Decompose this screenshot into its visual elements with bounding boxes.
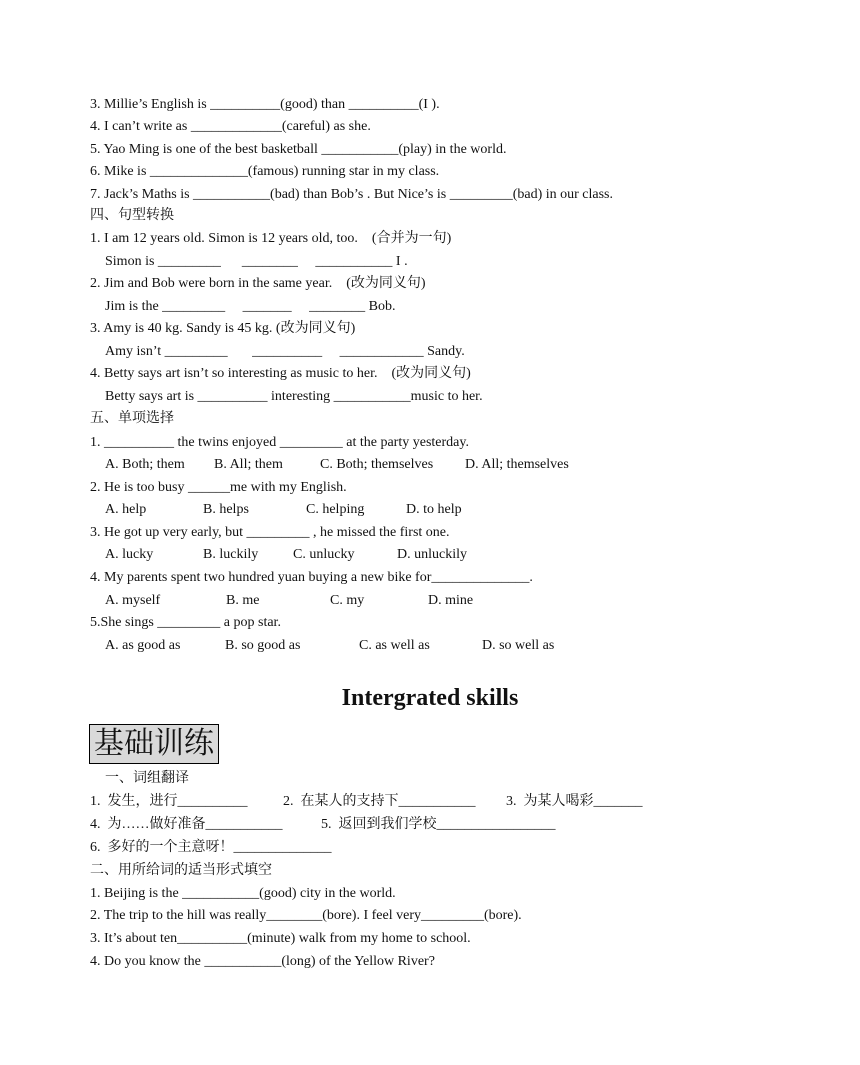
question-text: 3. He got up very early, but _________ , he missed the first one. <box>90 525 450 540</box>
section-heading: 四、句型转换 <box>90 208 174 223</box>
question-text: 2. He is too busy ______me with my English. <box>90 480 347 495</box>
question-text: 4. My parents spent two hundred yuan buying a new bike for______________. <box>90 570 533 585</box>
option: B. helps <box>203 502 249 517</box>
option: B. so good as <box>225 638 301 653</box>
phrase-item: 1. 发生，进行__________ <box>90 794 248 809</box>
option: B. luckily <box>203 547 259 562</box>
option: D. mine <box>428 593 474 608</box>
boxed-label: 基础训练 <box>89 724 219 764</box>
option: D. unluckily <box>397 547 467 562</box>
option: D. so well as <box>482 638 555 653</box>
section-heading: 一、词组翻译 <box>105 771 189 786</box>
exercise-line: 4. Do you know the ___________(long) of the Yellow River? <box>90 954 435 969</box>
exercise-line: 7. Jack’s Maths is ___________(bad) than Bob’s . But Nice’s is _________(bad) in our class. <box>90 187 614 202</box>
option: B. All; them <box>214 457 283 472</box>
exercise-line: 3. Amy is 40 kg. Sandy is 45 kg. (改为同义句) <box>90 321 356 336</box>
phrase-item: 4. 为……做好准备___________ <box>90 817 283 832</box>
answer-line: Betty says art is __________ interesting ___________music to her. <box>105 389 483 404</box>
exercise-line: 4. Betty says art isn’t so interesting as music to her. (改为同义句) <box>90 366 471 381</box>
section-heading: 二、用所给词的适当形式填空 <box>90 863 272 878</box>
phrase-item: 5. 返回到我们学校_________________ <box>321 817 556 832</box>
option: A. help <box>105 502 147 517</box>
section-title: Intergrated skills <box>341 685 519 711</box>
option: C. Both; themselves <box>320 457 434 472</box>
option: A. lucky <box>105 547 154 562</box>
exercise-line: 1. Beijing is the ___________(good) city in the world. <box>90 886 396 901</box>
option: D. to help <box>406 502 462 517</box>
phrase-item: 2. 在某人的支持下___________ <box>283 794 476 809</box>
exercise-line: 6. Mike is ______________(famous) running star in my class. <box>90 164 440 179</box>
exercise-line: 2. The trip to the hill was really________(bore). I feel very_________(bore). <box>90 908 522 923</box>
option: A. as good as <box>105 638 181 653</box>
option: C. helping <box>306 502 365 517</box>
section-heading: 五、单项选择 <box>90 411 174 426</box>
answer-line: Amy isn’t _________ __________ ____________ Sandy. <box>105 344 465 359</box>
phrase-item: 3. 为某人喝彩_______ <box>506 794 643 809</box>
option: C. my <box>330 593 365 608</box>
exercise-line: 1. I am 12 years old. Simon is 12 years old, too. (合并为一句) <box>90 231 452 246</box>
exercise-line: 5. Yao Ming is one of the best basketball ___________(play) in the world. <box>90 142 507 157</box>
answer-line: Simon is _________ ________ ___________ I . <box>105 254 408 269</box>
option: A. myself <box>105 593 161 608</box>
option: A. Both; them <box>105 457 185 472</box>
option: C. as well as <box>359 638 430 653</box>
question-text: 1. __________ the twins enjoyed _________ at the party yesterday. <box>90 435 469 450</box>
phrase-item: 6. 多好的一个主意呀！______________ <box>90 840 332 855</box>
exercise-line: 2. Jim and Bob were born in the same year. (改为同义句) <box>90 276 426 291</box>
option: B. me <box>226 593 260 608</box>
question-text: 5.She sings _________ a pop star. <box>90 615 281 630</box>
answer-line: Jim is the _________ _______ ________ Bob. <box>105 299 396 314</box>
exercise-line: 3. Millie’s English is __________(good) than __________(I ). <box>90 97 440 112</box>
option: D. All; themselves <box>465 457 569 472</box>
exercise-line: 4. I can’t write as _____________(careful) as she. <box>90 119 371 134</box>
exercise-line: 3. It’s about ten__________(minute) walk from my home to school. <box>90 931 471 946</box>
option: C. unlucky <box>293 547 355 562</box>
